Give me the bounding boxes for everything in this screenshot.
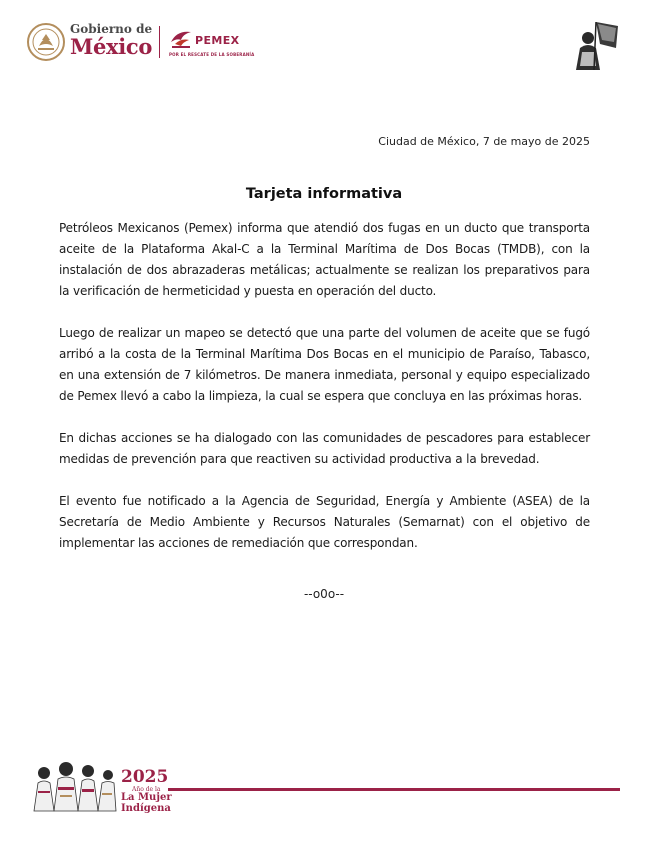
paragraph-3: En dichas acciones se ha dialogado con las comunidades de pescadores para establecer medidas de prevención para que reactiven su actividad productiva a la brevedad.: [59, 431, 590, 466]
gobierno-wordmark: [70, 22, 152, 58]
footer-rule: [168, 788, 620, 791]
indigenous-women-illustration: [30, 755, 118, 813]
document-date: Ciudad de México, 7 de mayo de 2025: [378, 135, 590, 148]
footer-line1: La Mujer: [121, 792, 172, 803]
paragraph-2: Luego de realizar un mapeo se detectó que una parte del volumen de aceite que se fugó arribó a la costa de la Terminal Marítima Dos Bocas en el municipio de Paraíso, Tabasco, en una extensión de 7 kilómetros. De manera inmediata, personal y equipo especializado de Pemex llevó a cabo la limpieza, la cual se espera que concluya en las próximas horas.: [59, 326, 590, 403]
pemex-tagline: POR EL RESCATE DE LA SOBERANÍA: [169, 52, 255, 57]
footer-line2: Indígena: [121, 803, 171, 814]
paragraph-4: El evento fue notificado a la Agencia de Seguridad, Energía y Ambiente (ASEA) de la Secretaría de Medio Ambiente y Recursos Naturales (Semarnat) con el objetivo de implementar las acciones de remediación que correspondan.: [59, 494, 590, 550]
header-divider: [159, 26, 160, 58]
document-title: Tarjeta informativa: [245, 186, 403, 202]
pemex-wordmark: PEMEX: [195, 34, 240, 47]
mexico-coat-of-arms-icon: [26, 22, 66, 62]
footer-year: 2025: [121, 767, 169, 787]
footer-subtitle: Año de la: [132, 786, 161, 793]
historic-figure-icon: [566, 18, 622, 74]
paragraph-1: Petróleos Mexicanos (Pemex) informa que atendió dos fugas en un ducto que transporta aceite de la Plataforma Akal-C a la Terminal Marítima de Dos Bocas (TMDB), con la instalación de dos abrazaderas metálicas; actualmente se realizan los preparativos para la verificación de hermeticidad y puesta en operación del ducto.: [59, 221, 590, 298]
document-body: [59, 218, 590, 575]
pemex-eagle-icon: [169, 28, 193, 50]
closing-mark: --o0o--: [303, 587, 345, 601]
gobierno-line1: Gobierno de: [70, 22, 153, 36]
gobierno-line2: México: [70, 34, 153, 59]
